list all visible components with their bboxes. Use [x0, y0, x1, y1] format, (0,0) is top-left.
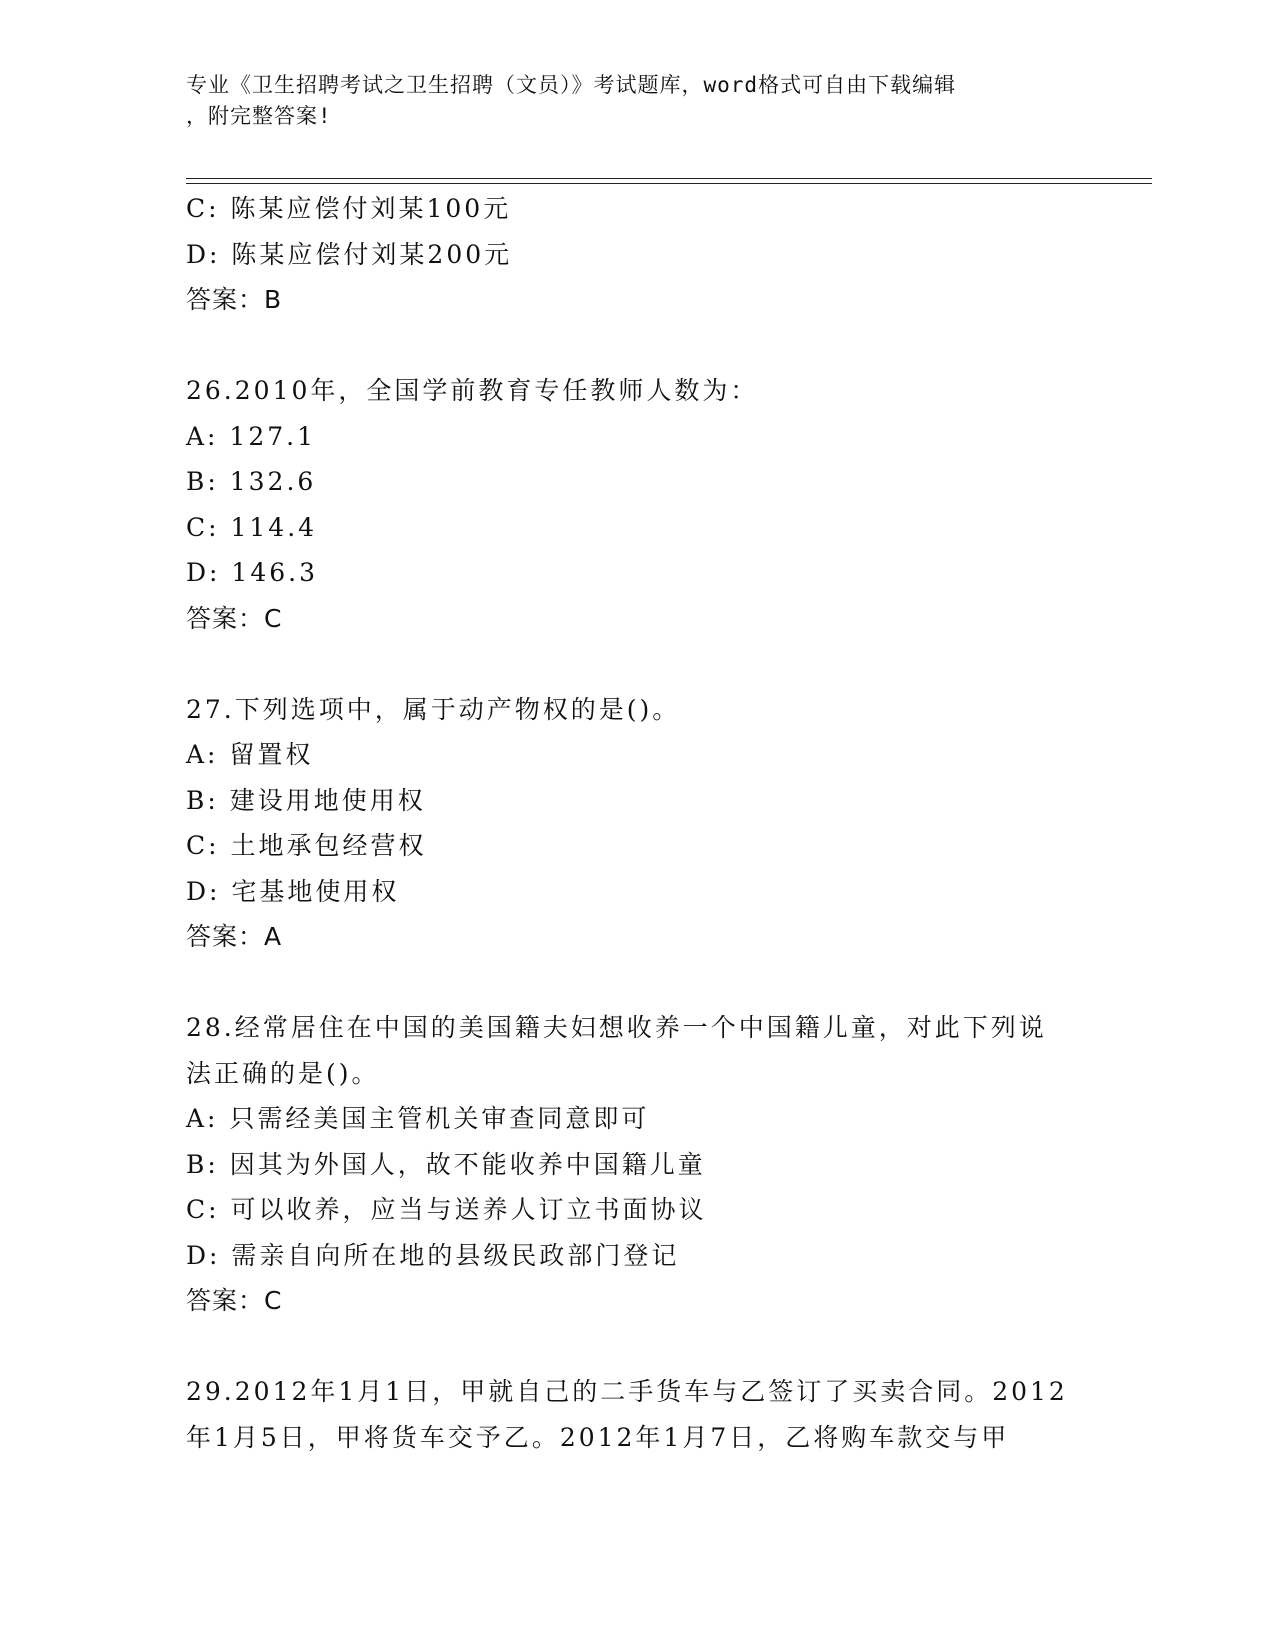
option-line: D: 需亲自向所在地的县级民政部门登记 — [186, 1240, 680, 1270]
answer-line: 答案：A — [186, 922, 283, 951]
option-line: C: 114.4 — [186, 512, 318, 542]
option-line: B: 建设用地使用权 — [186, 785, 426, 815]
option-line: C: 土地承包经营权 — [186, 831, 427, 860]
header-rule-top — [186, 178, 1152, 179]
option-line: D: 146.3 — [186, 558, 318, 587]
header-line-1: 专业《卫生招聘考试之卫生招聘（文员）》考试题库，word格式可自由下载编辑 — [186, 73, 957, 97]
header-line-2: ，附完整答案! — [186, 104, 332, 128]
question-text: 26.2010年，全国学前教育专任教师人数为： — [186, 376, 759, 405]
document-header — [186, 70, 1086, 132]
answer-line: 答案：C — [186, 603, 283, 633]
block-spacer — [186, 323, 1086, 369]
question-text: 28.经常居住在中国的美国籍夫妇想收养一个中国籍儿童，对此下列说 — [186, 1013, 1047, 1042]
option-line: C: 可以收养，应当与送养人订立书面协议 — [186, 1195, 707, 1224]
option-line: A: 留置权 — [186, 740, 314, 769]
option-line: B: 132.6 — [186, 467, 317, 496]
answer-line: 答案：B — [186, 285, 283, 314]
option-line: A: 只需经美国主管机关审查同意即可 — [186, 1104, 650, 1133]
block-spacer — [186, 641, 1086, 687]
option-line: C: 陈某应偿付刘某100元 — [186, 194, 512, 223]
block-spacer — [186, 1324, 1086, 1370]
option-line: D: 宅基地使用权 — [186, 876, 400, 906]
question-text: 27.下列选项中，属于动产物权的是()。 — [186, 694, 681, 724]
question-list — [186, 186, 1086, 1460]
option-line: B: 因其为外国人，故不能收养中国籍儿童 — [186, 1149, 706, 1179]
option-line: A: 127.1 — [186, 421, 316, 451]
question-text: 29.2012年1月1日，甲就自己的二手货车与乙签订了买卖合同。2012 — [186, 1377, 1068, 1406]
option-line: D: 陈某应偿付刘某200元 — [186, 239, 513, 269]
answer-line: 答案：C — [186, 1286, 283, 1315]
question-text: 法正确的是()。 — [186, 1058, 380, 1088]
question-text: 年1月5日，甲将货车交予乙。2012年1月7日，乙将购车款交与甲 — [186, 1422, 1010, 1452]
block-spacer — [186, 960, 1086, 1006]
header-rule-bottom — [186, 183, 1152, 184]
